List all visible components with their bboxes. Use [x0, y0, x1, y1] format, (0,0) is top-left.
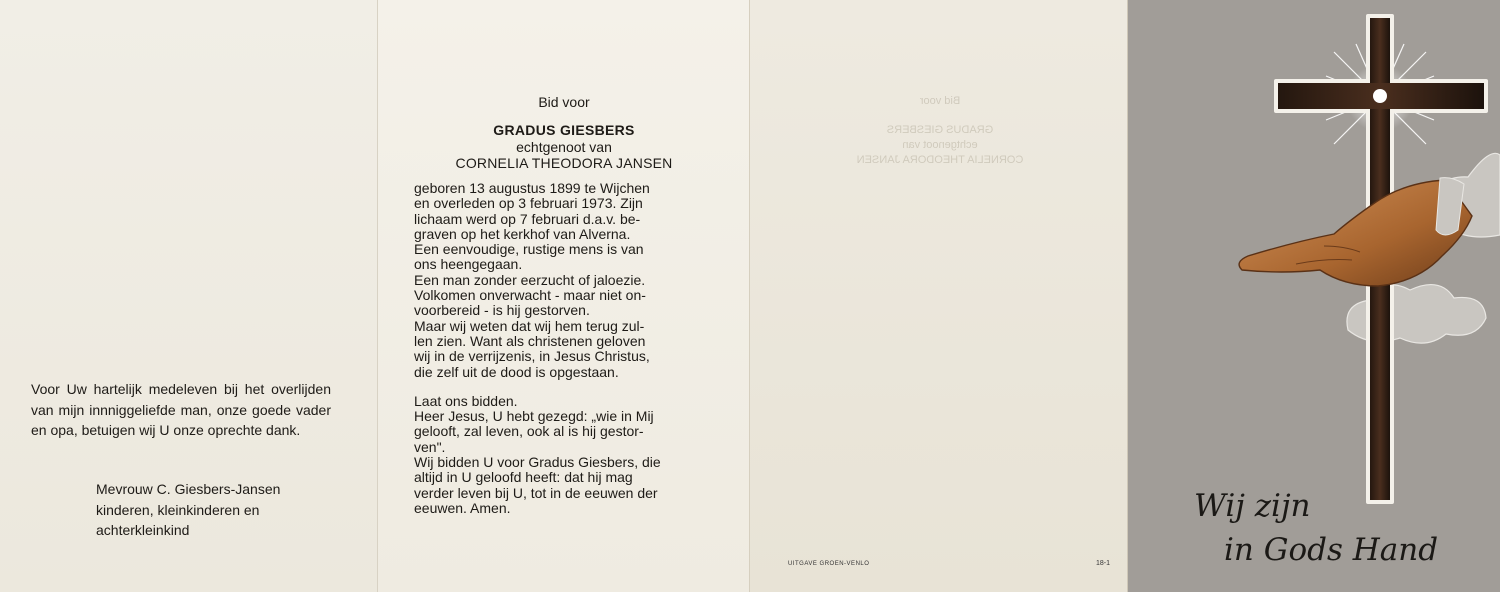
prayer-line: verder leven bij U, tot in de eeuwen der — [414, 484, 658, 501]
signer-line: achterkleinkind — [96, 522, 190, 538]
thanks-panel — [0, 0, 378, 592]
biography-line: lichaam werd op 7 februari d.a.v. be- — [414, 210, 641, 227]
card-code: 18-1 — [1096, 560, 1111, 567]
biography-line: ons heengegaan. — [414, 256, 523, 273]
biography-line: voorbereid - is hij gestorven. — [414, 302, 590, 319]
biography-line: en overleden op 3 februari 1973. Zijn — [414, 195, 643, 212]
prayer-line: Heer Jesus, U hebt gezegd: „wie in Mij — [414, 408, 654, 425]
prayer-body — [414, 181, 705, 516]
show-through-text — [790, 94, 1090, 168]
prayer-heading: Bid voor — [538, 94, 590, 110]
biography-line: len zien. Want als christenen geloven — [414, 332, 646, 349]
publisher-imprint: UITGAVE GROEN-VENLO — [788, 561, 870, 567]
biography-line: Maar wij weten dat wij hem terug zul- — [414, 317, 645, 334]
prayer-line: eeuwen. Amen. — [414, 499, 511, 516]
cover-caption-line1: Wij zijn — [1194, 488, 1311, 524]
signer-line: Mevrouw C. Giesbers-Jansen — [96, 481, 281, 497]
biography-line: wij in de verrijzenis, in Jesus Christus, — [414, 348, 650, 365]
biography-line: Volkomen onverwacht - maar niet on- — [414, 287, 646, 304]
biography-line: Een eenvoudige, rustige mens is van — [414, 241, 644, 258]
biography-line: Een man zonder eerzucht of jaloezie. — [414, 271, 646, 288]
cover-panel — [1128, 0, 1500, 592]
ghost-line: CORNELIA THEODORA JANSEN — [856, 154, 1024, 166]
spouse-label: echtgenoot van — [516, 139, 612, 155]
biography-line: die zelf uit de dood is opgestaan. — [414, 363, 619, 380]
signers — [96, 479, 336, 541]
paragraph-gap — [414, 380, 705, 394]
deceased-name: GRADUS GIESBERS — [493, 122, 635, 138]
ghost-line: Bid voor — [919, 95, 961, 107]
spouse-name: CORNELIA THEODORA JANSEN — [455, 155, 673, 171]
prayer-line: Wij bidden U voor Gradus Giesbers, die — [414, 454, 661, 471]
prayer-line: Laat ons bidden. — [414, 392, 518, 409]
cover-illustration — [1128, 0, 1500, 592]
open-hand-icon — [1239, 178, 1472, 286]
ghost-line: echtgenoot van — [902, 139, 978, 151]
prayer-line: gelooft, zal leven, ook al is hij gestor- — [414, 423, 644, 440]
prayer-line: altijd in U geloofd heeft: dat hij mag — [414, 469, 633, 486]
biography-line: graven op het kerkhof van Alverna. — [414, 225, 631, 242]
back-panel — [750, 0, 1128, 592]
cover-caption-line2: in Gods Hand — [1224, 532, 1439, 568]
prayer-line: ven". — [414, 438, 446, 455]
ghost-line: GRADUS GIESBERS — [886, 124, 994, 136]
biography-line: geboren 13 augustus 1899 te Wijchen — [414, 180, 650, 196]
prayer-panel — [378, 0, 750, 592]
thanks-text: Voor Uw hartelijk medeleven bij het overlijden van mijn innniggeliefde man, onze goede vader en opa, betuigen wij U onze oprechte dank. — [31, 381, 331, 438]
signer-line: kinderen, kleinkinderen en — [96, 501, 260, 518]
